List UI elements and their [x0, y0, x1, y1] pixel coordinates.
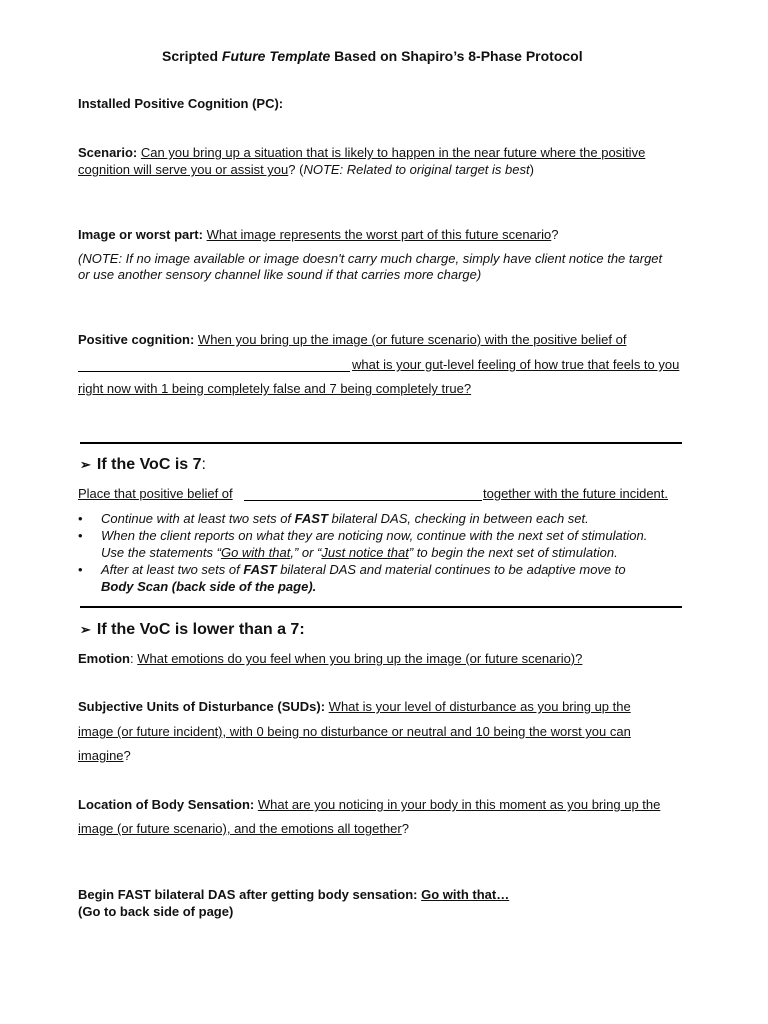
suds-question-end: imagine	[78, 748, 124, 763]
positive-line1	[78, 332, 626, 347]
voc7-colon: :	[201, 456, 206, 473]
image-qmark: ?	[551, 227, 559, 242]
voc7-bullet3-line1	[101, 562, 626, 577]
pc-label: Installed Positive Cognition (PC):	[78, 96, 284, 111]
bullet-text: ,” or “	[290, 545, 322, 560]
begin-back-note: (Go to back side of page)	[78, 904, 234, 919]
scenario-line2	[78, 162, 534, 177]
emotion-label: Emotion	[78, 651, 130, 666]
bullet-text: bilateral DAS, checking in between each set.	[327, 511, 589, 526]
suds-line2: image (or future incident), with 0 being no disturbance or neutral and 10 being the worst you can	[78, 724, 631, 739]
positive-question: When you bring up the image (or future scenario) with the positive belief of	[197, 332, 627, 347]
title-italic: Future Template	[221, 48, 331, 64]
bullet-icon: •	[78, 511, 83, 526]
voc7-bullet2-line1: When the client reports on what they are noticing now, continue with the next set of stimulation.	[101, 528, 648, 543]
bullet-emph: FAST	[294, 511, 328, 526]
begin-label: Begin FAST bilateral DAS after getting body sensation:	[78, 887, 418, 902]
image-line	[78, 227, 559, 242]
scenario-question: Can you bring up a situation that is likely to happen in the near future where the positive	[140, 145, 646, 160]
arrow-icon: ➢	[80, 457, 91, 472]
voc7-bullet3-line2: Body Scan (back side of the page).	[101, 579, 317, 594]
bullet-icon: •	[78, 562, 83, 577]
image-label: Image or worst part:	[78, 227, 203, 242]
bullet-underlined: Just notice that	[321, 545, 409, 560]
voc7-bullet1	[101, 511, 589, 526]
section-divider	[80, 606, 682, 608]
suds-qmark: ?	[123, 748, 131, 763]
emotion-colon: :	[130, 651, 138, 666]
scenario-punct: ? (	[288, 162, 304, 177]
bullet-text: Use the statements “	[101, 545, 221, 560]
scenario-punct: )	[529, 162, 534, 177]
bullet-text: Continue with at least two sets of	[101, 511, 295, 526]
begin-line	[78, 887, 509, 902]
positive-blank-line	[78, 371, 350, 372]
positive-question-line3: right now with 1 being completely false and 7 being completely true?	[78, 381, 472, 396]
bullet-underlined: Go with that	[220, 545, 291, 560]
bullet-emph: FAST	[243, 562, 277, 577]
location-qmark: ?	[401, 821, 409, 836]
image-note-line2: or use another sensory channel like sound if that carries more charge)	[78, 267, 482, 282]
voclow-heading-text: If the VoC is lower than a 7:	[96, 621, 305, 638]
bullet-text: After at least two sets of	[101, 562, 244, 577]
bullet-text: bilateral DAS and material continues to be adaptive move to	[276, 562, 626, 577]
image-question: What image represents the worst part of this future scenario	[206, 227, 552, 242]
voc7-heading-text: If the VoC is 7	[96, 456, 202, 473]
suds-line1	[78, 699, 631, 714]
scenario-line1	[78, 145, 645, 160]
location-line1	[78, 797, 660, 812]
voc7-place-b: together with the future incident.	[483, 486, 669, 501]
suds-label: Subjective Units of Disturbance (SUDs):	[78, 699, 326, 714]
voc7-place-a: Place that positive belief of	[78, 486, 233, 501]
bullet-icon: •	[78, 528, 83, 543]
section-divider	[80, 442, 682, 444]
scenario-question-cont: cognition will serve you or assist you	[78, 162, 289, 177]
location-question-end: image (or future scenario), and the emotions all together	[78, 821, 402, 836]
arrow-icon: ➢	[80, 622, 91, 637]
emotion-line	[78, 651, 582, 666]
location-label: Location of Body Sensation:	[78, 797, 255, 812]
title-part: Based on Shapiro’s 8-Phase Protocol	[330, 48, 583, 64]
voclow-heading	[80, 621, 305, 639]
document-title	[162, 48, 583, 64]
begin-go-with-that: Go with that…	[421, 887, 510, 902]
image-note-line1: (NOTE: If no image available or image doesn't carry much charge, simply have client notice the target	[78, 251, 663, 266]
scenario-note: NOTE: Related to original target is best	[303, 162, 530, 177]
emotion-question: What emotions do you feel when you bring up the image (or future scenario)?	[137, 651, 583, 666]
voc7-heading	[80, 456, 206, 474]
title-part: Scripted	[162, 48, 222, 64]
positive-label: Positive cognition:	[78, 332, 195, 347]
bullet-text: ” to begin the next set of stimulation.	[408, 545, 618, 560]
location-line2	[78, 821, 409, 836]
scenario-label: Scenario:	[78, 145, 138, 160]
positive-question-line2: what is your gut-level feeling of how true that feels to you	[352, 357, 680, 372]
voc7-blank-line	[244, 500, 482, 501]
suds-question: What is your level of disturbance as you bring up the	[328, 699, 631, 714]
voc7-bullet2-line2	[101, 545, 618, 560]
location-question: What are you noticing in your body in this moment as you bring up the	[257, 797, 661, 812]
suds-line3	[78, 748, 131, 763]
